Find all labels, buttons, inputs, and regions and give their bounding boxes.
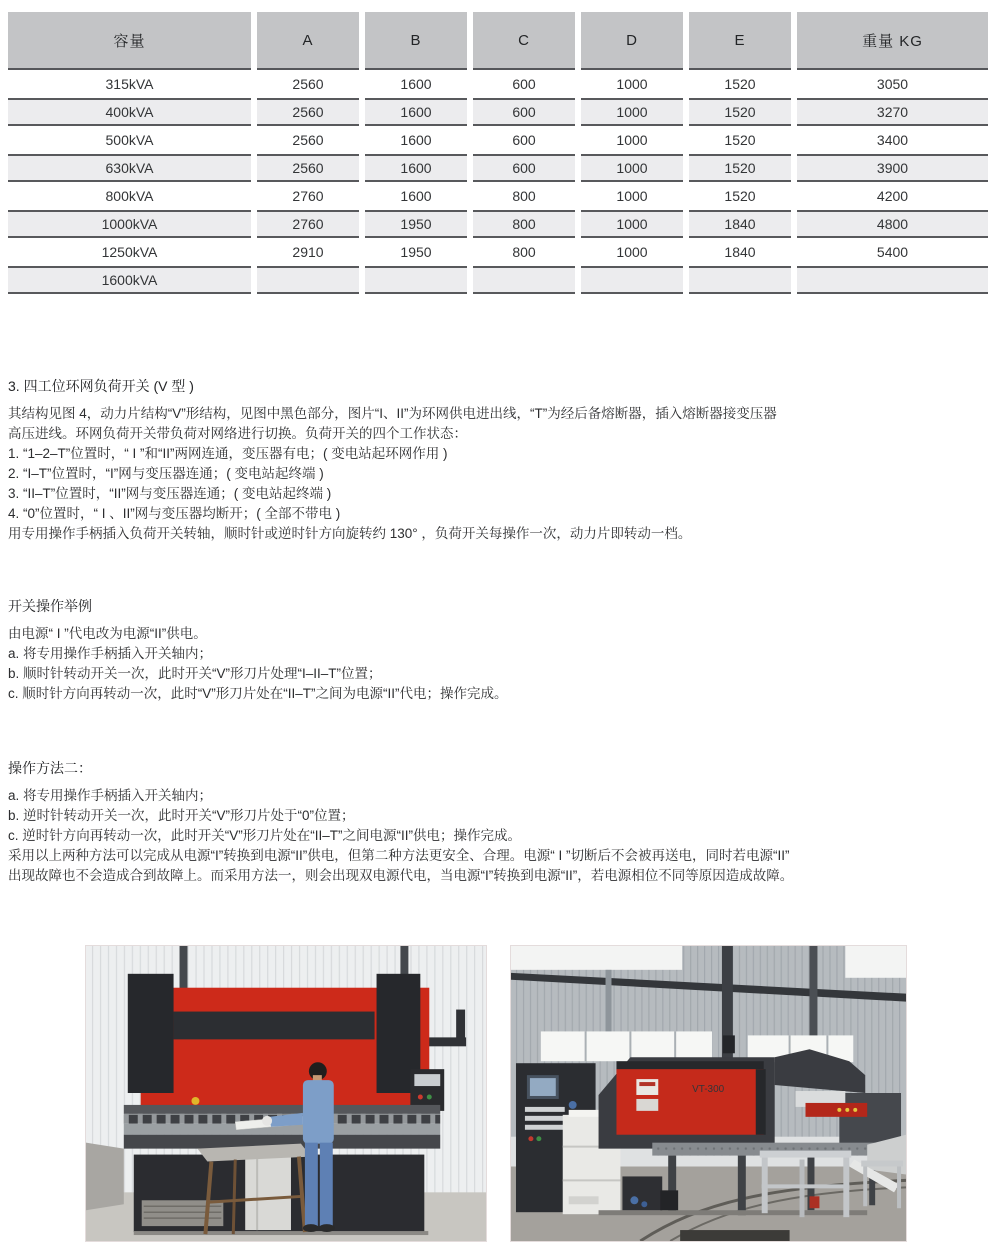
table-cell: 1000: [581, 154, 683, 182]
table-cell: [797, 266, 988, 294]
table-cell: 1000: [581, 98, 683, 126]
switch-state-item: 2. “I–T”位置时，“I”网与变压器连通；( 变电站起终端 ): [8, 466, 324, 481]
section-switch-intro-line: 高压进线。环网负荷开关带负荷对网络进行切换。负荷开关的四个工作状态：: [8, 426, 467, 441]
method2-closing-line: 采用以上两种方法可以完成从电源“I”转换到电源“II”供电，但第二种方法更安全、合理。电源“ I ”切断后不会被再送电，同时若电源“II”: [8, 848, 790, 863]
table-cell: 1520: [689, 98, 791, 126]
section-switch-intro-line: 其结构见图 4，动力片结构“V”形结构，见图中黑色部分，图片“I、II”为环网供电进出线，“T”为经后备熔断器，插入熔断器接变压器: [8, 406, 777, 421]
section-example-heading: 开关操作举例: [8, 598, 92, 614]
table-cell: 2910: [292, 244, 324, 260]
table-row: [8, 182, 988, 210]
table-cell: 1000: [616, 244, 648, 260]
section-switch-note: 用专用操作手柄插入负荷开关转轴，顺时针或逆时针方向旋转约 130° ，负荷开关每操作一次，动力片即转动一档。: [8, 526, 692, 541]
table-cell: [581, 266, 683, 294]
method2-step: a. 将专用操作手柄插入开关轴内；: [8, 788, 213, 803]
table-cell: 2560: [257, 98, 359, 126]
table-cell: 800: [512, 188, 536, 204]
table-row: [8, 98, 988, 126]
table-cell: 2560: [292, 132, 324, 148]
table-cell: 3050: [876, 76, 909, 92]
table-cell: 800kVA: [105, 188, 154, 204]
table-cell: [689, 266, 791, 294]
table-cell: 1600: [400, 188, 432, 204]
column-header: 重量 KG: [797, 12, 988, 70]
switch-state-item: 1. “1–2–T”位置时，“ I ”和“II”两网连通，变压器有电；( 变电站起环网作用 ): [8, 446, 448, 461]
machine-model-label: VT-300: [692, 1084, 725, 1096]
table-cell: 2560: [257, 154, 359, 182]
photo-turret-punch: [510, 945, 907, 1242]
column-header: B: [365, 12, 467, 70]
section-switch-heading: 3. 四工位环网负荷开关 (V 型 ): [8, 378, 194, 394]
table-cell: 1600: [365, 98, 467, 126]
table-cell: 600: [473, 154, 575, 182]
section-method2-heading: 操作方法二：: [8, 760, 92, 776]
spec-table-body: [8, 70, 988, 294]
method2-step: b. 逆时针转动开关一次，此时开关“V”形刀片处于“0”位置；: [8, 808, 355, 823]
table-cell: 600: [512, 132, 536, 148]
table-cell: [257, 266, 359, 294]
table-cell: 315kVA: [105, 76, 154, 92]
section-example: [8, 596, 508, 704]
table-cell: 1600: [400, 132, 432, 148]
column-header: 容量: [8, 12, 251, 70]
section-switch: [8, 376, 777, 544]
photo-press-brake: [85, 945, 487, 1242]
spec-table: [8, 12, 988, 294]
table-cell: 400kVA: [8, 98, 251, 126]
switch-state-item: 4. “0”位置时，“ I 、II”网与变压器均断开；( 全部不带电 ): [8, 506, 341, 521]
table-cell: 600: [512, 76, 536, 92]
table-row: [8, 238, 988, 266]
table-cell: 5400: [876, 244, 909, 260]
example-step: b. 顺时针转动开关一次，此时开关“V”形刀片处理“I–II–T”位置；: [8, 666, 382, 681]
table-cell: 2760: [292, 188, 324, 204]
table-cell: 3400: [876, 132, 909, 148]
table-cell: 4800: [797, 210, 988, 238]
floor-grate: [142, 1200, 224, 1226]
column-header: C: [473, 12, 575, 70]
table-row: [8, 70, 988, 98]
table-cell: 1000: [616, 132, 648, 148]
method2-closing-line: 出现故障也不会造成合到故障上。而采用方法一，则会出现双电源代电，当电源“I”转换到电源“II”，若电源相位不同等原因造成故障。: [8, 868, 794, 883]
table-cell: 1520: [724, 132, 756, 148]
table-cell: 1000: [616, 76, 648, 92]
table-cell: 1520: [689, 154, 791, 182]
table-cell: 800: [473, 210, 575, 238]
table-cell: 1600kVA: [8, 266, 251, 294]
table-cell: 1000: [616, 188, 648, 204]
table-cell: [473, 266, 575, 294]
example-step: c. 顺时针方向再转动一次，此时“V”形刀片处在“II–T”之间为电源“II”代电；操作完成。: [8, 686, 508, 701]
table-cell: 800: [512, 244, 536, 260]
table-cell: 1950: [400, 244, 432, 260]
method2-step: c. 逆时针方向再转动一次，此时开关“V”形刀片处在“II–T”之间电源“II”供电；操作完成。: [8, 828, 521, 843]
table-cell: 1520: [724, 188, 756, 204]
table-cell: 1600: [400, 76, 432, 92]
section-method2: [8, 758, 793, 886]
table-cell: 2760: [257, 210, 359, 238]
table-cell: 1600: [365, 154, 467, 182]
section-example-intro: 由电源“ I ”代电改为电源“II”供电。: [8, 626, 207, 641]
table-cell: 1840: [724, 244, 756, 260]
column-header: D: [581, 12, 683, 70]
table-cell: 1520: [724, 76, 756, 92]
table-cell: 500kVA: [105, 132, 154, 148]
table-cell: 3900: [797, 154, 988, 182]
column-header: E: [689, 12, 791, 70]
table-cell: 3270: [797, 98, 988, 126]
table-cell: 1950: [365, 210, 467, 238]
table-cell: 2560: [292, 76, 324, 92]
table-row: [8, 126, 988, 154]
table-row: [8, 210, 988, 238]
press-brake-photo-scene: [86, 946, 486, 1241]
table-cell: 600: [473, 98, 575, 126]
table-cell: 1840: [689, 210, 791, 238]
table-row: [8, 154, 988, 182]
table-cell: 1250kVA: [101, 244, 158, 260]
spec-table-header: [8, 12, 988, 70]
turret-punch-photo-scene: [511, 946, 906, 1241]
table-cell: 4200: [876, 188, 909, 204]
table-cell: 630kVA: [8, 154, 251, 182]
table-cell: 1000kVA: [8, 210, 251, 238]
table-row: [8, 266, 988, 294]
column-header: A: [257, 12, 359, 70]
table-cell: [365, 266, 467, 294]
example-step: a. 将专用操作手柄插入开关轴内；: [8, 646, 213, 661]
switch-state-item: 3. “II–T”位置时，“II”网与变压器连通；( 变电站起终端 ): [8, 486, 332, 501]
table-cell: 1000: [581, 210, 683, 238]
